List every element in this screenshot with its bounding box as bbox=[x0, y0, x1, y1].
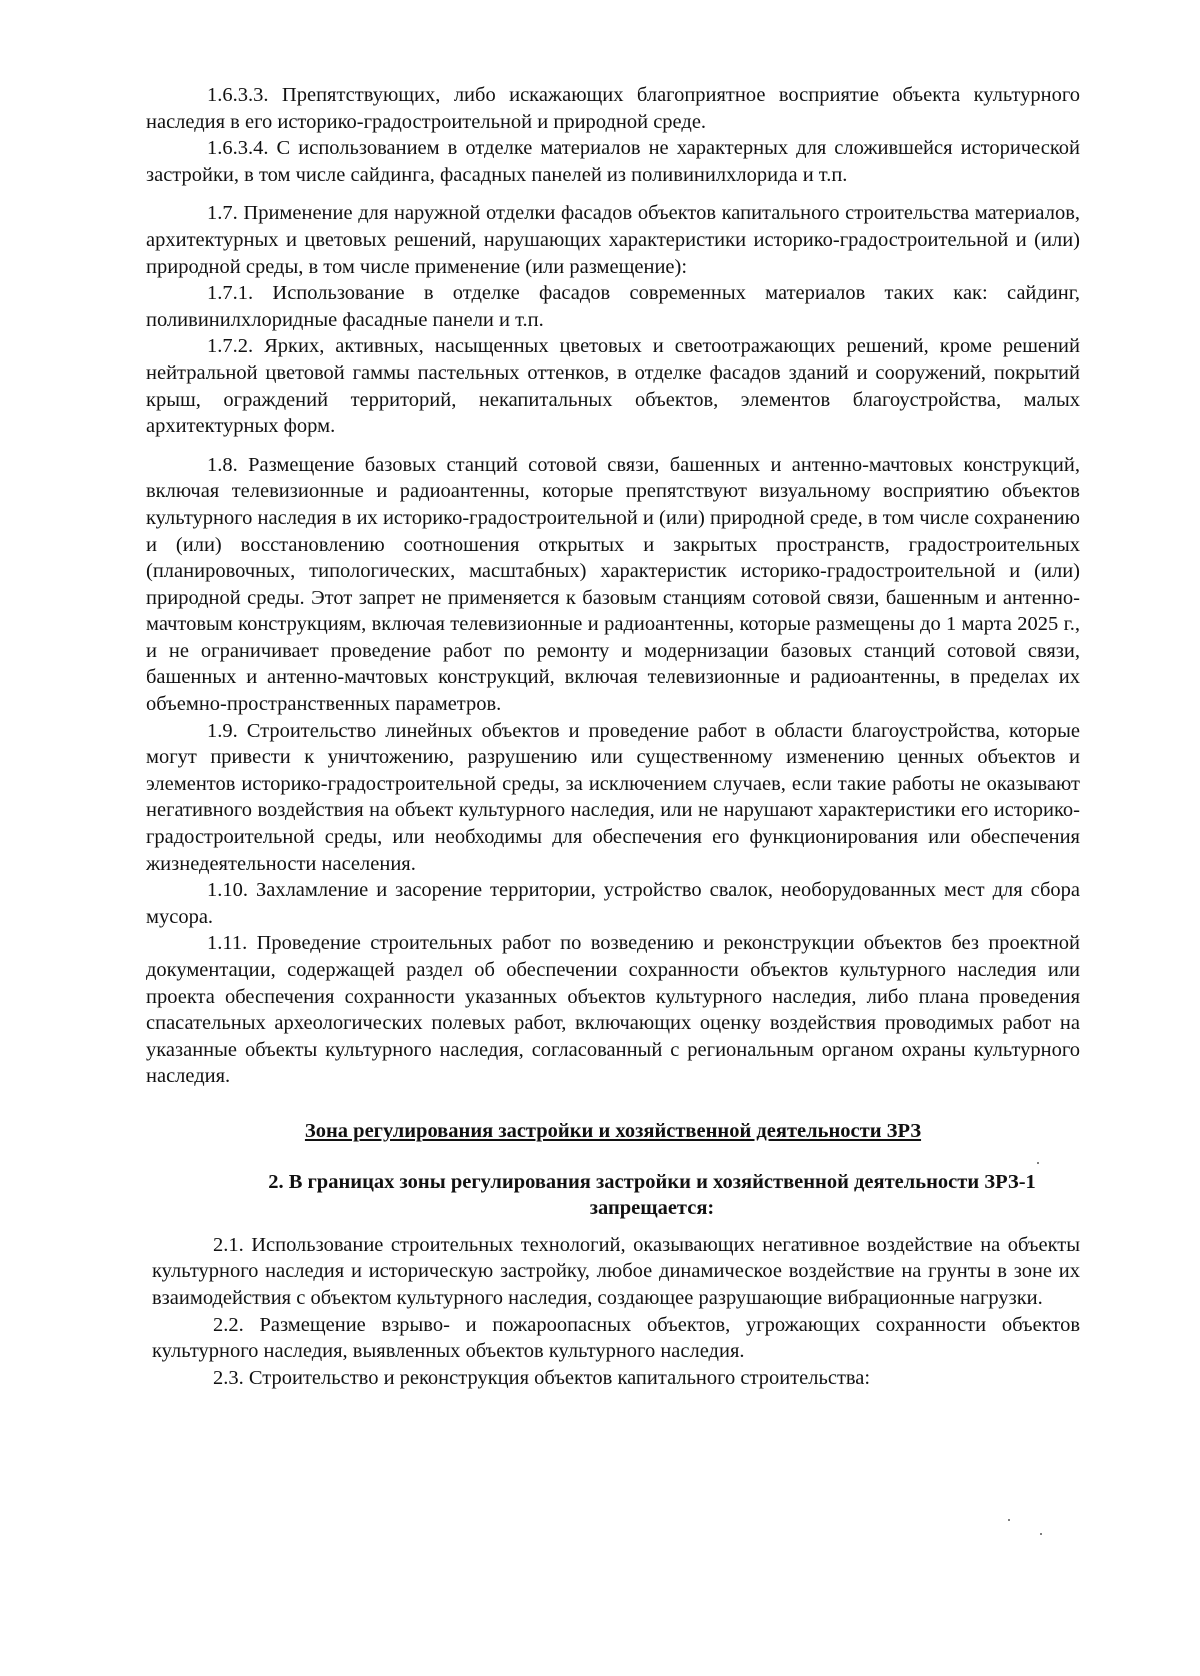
scan-speck bbox=[1008, 1519, 1010, 1521]
paragraph-1-8: 1.8. Размещение базовых станций сотовой связи, башенных и антенно-мачтовых конструкций, включая телевизионные и радиоантенны, которые препятствуют визуальному восприятию объектов культурного наследия в их историко-градостроительной и (или) природной среде, в том числе сохранению и (или) восстановлению соотношения открытых и закрытых пространств, градостроительных (планировочных, типологических, масштабных) характеристик историко-градостроительной и (или) природной среды. Этот запрет не применяется к базовым станциям сотовой связи, башенным и антенно-мачтовым конструкциям, включая телевизионные и радиоантенны, которые размещены до 1 марта 2025 г., и не ограничивает проведение работ по ремонту и модернизации базовых станций сотовой связи, башенных и антенно-мачтовых конструкций, включая телевизионные и радиоантенны, в пределах их объемно-пространственных параметров. bbox=[146, 453, 1080, 716]
document-body bbox=[146, 82, 1080, 1391]
paragraph-1-10: 1.10. Захламление и засорение территории, устройство свалок, необорудованных мест для сбора мусора. bbox=[146, 879, 1080, 928]
scan-speck bbox=[1040, 1533, 1042, 1535]
paragraph-1-9: 1.9. Строительство линейных объектов и проведение работ в области благоустройства, которые могут привести к уничтожению, разрушению или существенному изменению ценных объектов и элементов историко-градостроительной среды, за исключением случаев, если такие работы не оказывают негативного воздействия на объект культурного наследия, или не нарушают характеристики его историко-градостроительной среды, или необходимы для обеспечения его функционирования или обеспечения жизнедеятельности населения. bbox=[146, 719, 1080, 875]
paragraph-1-7-2: 1.7.2. Ярких, активных, насыщенных цветовых и светоотражающих решений, кроме решений нейтральной цветовой гаммы пастельных оттенков, в отделке фасадов зданий и сооружений, покрытий крыш, ограждений территорий, некапитальных объектов, элементов благоустройства, малых архитектурных форм. bbox=[146, 335, 1080, 438]
scan-speck bbox=[1037, 1162, 1039, 1164]
paragraph-1-6-3-3: 1.6.3.3. Препятствующих, либо искажающих благоприятное восприятие объекта культурного наследия в его историко-градостроительной и природной среде. bbox=[146, 84, 1080, 133]
section-2-body bbox=[146, 1232, 1080, 1392]
section-heading: 2. В границах зоны регулирования застройки и хозяйственной деятельности ЗРЗ-1 запрещается: bbox=[268, 1170, 1036, 1220]
paragraph-2-2: 2.2. Размещение взрыво- и пожароопасных объектов, угрожающих сохранности объектов культурного наследия, выявленных объектов культурного наследия. bbox=[152, 1313, 1080, 1363]
paragraph-1-11: 1.11. Проведение строительных работ по возведению и реконструкции объектов без проектной документации, содержащей раздел об обеспечении сохранности объектов культурного наследия или проекта обеспечения сохранности указанных объектов культурного наследия, либо плана проведения спасательных археологических полевых работ, включающих оценку воздействия проводимых работ на указанные объекты культурного наследия, согласованный с региональным органом охраны культурного наследия. bbox=[146, 932, 1080, 1088]
paragraph-1-7-1: 1.7.1. Использование в отделке фасадов современных материалов таких как: сайдинг, поливинилхлоридные фасадные панели и т.п. bbox=[146, 282, 1080, 331]
paragraph-1-6-3-4: 1.6.3.4. С использованием в отделке материалов не характерных для сложившейся исторической застройки, в том числе сайдинга, фасадных панелей из поливинилхлорида и т.п. bbox=[146, 137, 1080, 186]
paragraph-2-3: 2.3. Строительство и реконструкция объектов капитального строительства: bbox=[213, 1366, 871, 1389]
zone-heading: Зона регулирования застройки и хозяйственной деятельности ЗРЗ bbox=[304, 1119, 922, 1142]
paragraph-2-1: 2.1. Использование строительных технологий, оказывающих негативное воздействие на объекты культурного наследия и историческую застройку, любое динамическое воздействие на грунты в зоне их взаимодействия с объектом культурного наследия, создающее разрушающие вибрационные нагрузки. bbox=[152, 1233, 1080, 1309]
paragraph-1-7: 1.7. Применение для наружной отделки фасадов объектов капитального строительства материалов, архитектурных и цветовых решений, нарушающих характеристики историко-градостроительной и (или) природной среды, в том числе применение (или размещение): bbox=[146, 202, 1080, 278]
